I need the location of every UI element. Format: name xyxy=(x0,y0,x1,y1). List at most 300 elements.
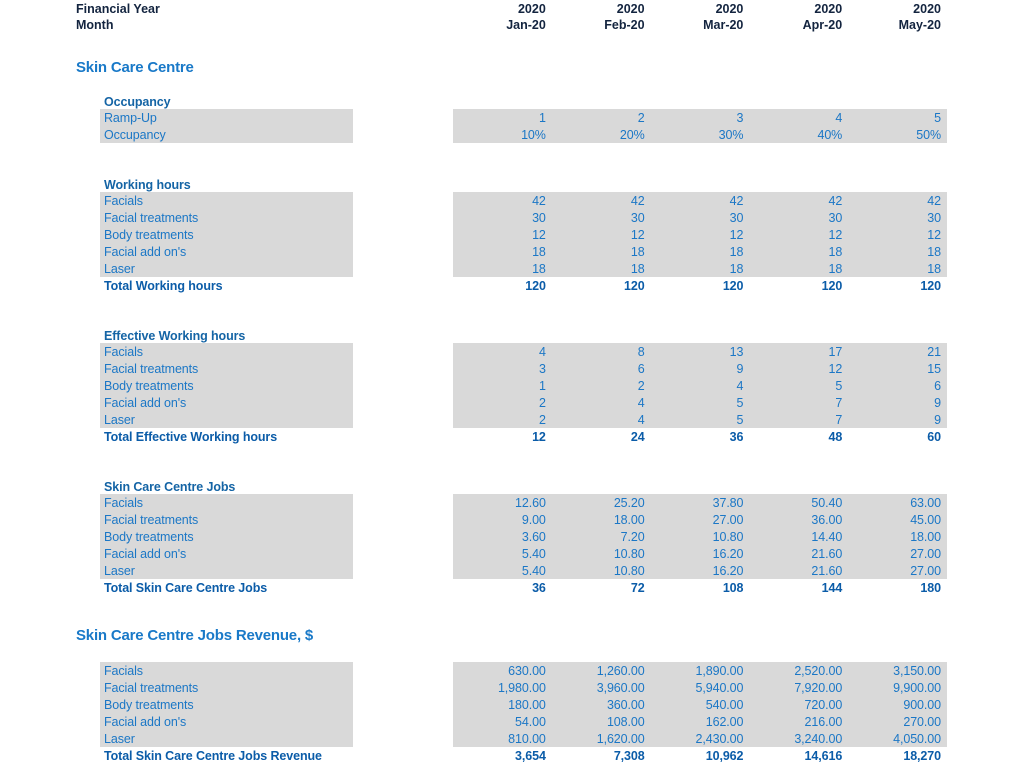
spacer xyxy=(0,294,1034,324)
cell-value: 180 xyxy=(920,580,941,595)
value-cell xyxy=(749,209,848,226)
cell-value: 16.20 xyxy=(712,546,744,561)
value-cell xyxy=(848,579,947,596)
spacer xyxy=(0,445,1034,475)
cell-value: 2,430.00 xyxy=(695,731,744,746)
value-cell xyxy=(848,747,947,764)
cell-value: 30 xyxy=(532,210,546,225)
row-indent xyxy=(0,209,100,226)
row-indent xyxy=(0,428,100,445)
table-row xyxy=(0,377,1034,394)
sections-container xyxy=(0,90,1034,614)
cell-value: 12 xyxy=(927,227,941,242)
cell-value: 18 xyxy=(630,261,645,276)
cell-value: 216.00 xyxy=(804,714,843,729)
value-cell xyxy=(749,562,848,579)
table-row xyxy=(0,528,1034,545)
table-row xyxy=(0,562,1034,579)
value-cell xyxy=(749,545,848,562)
cell-value: 18 xyxy=(729,244,744,259)
value-cell xyxy=(749,730,848,747)
row-gap xyxy=(353,494,453,511)
row-indent xyxy=(0,243,100,260)
row-label-cell xyxy=(100,343,353,360)
table-row xyxy=(0,411,1034,428)
value-cell xyxy=(848,394,947,411)
cell-value: 12 xyxy=(828,361,843,376)
value-cell xyxy=(848,109,947,126)
row-indent xyxy=(0,360,100,377)
value-cell xyxy=(749,277,848,294)
cell-value: 5 xyxy=(736,412,744,427)
value-cell xyxy=(453,411,552,428)
value-cell xyxy=(651,713,750,730)
cell-value: 9,900.00 xyxy=(893,680,941,695)
value-cell xyxy=(453,394,552,411)
row-label: Total Skin Care Centre Jobs xyxy=(104,580,268,595)
row-indent xyxy=(0,662,100,679)
header-month-2: Feb-20 xyxy=(604,17,645,32)
row-gap xyxy=(353,260,453,277)
cell-value: 7.20 xyxy=(620,529,645,544)
value-cell xyxy=(552,109,651,126)
value-cell xyxy=(453,428,552,445)
section-heading xyxy=(0,324,1034,343)
column-header-block xyxy=(0,0,1034,36)
header-spacer xyxy=(0,2,453,18)
row-label: Body treatments xyxy=(104,529,194,544)
cell-value: 12 xyxy=(729,227,744,242)
row-label: Facial treatments xyxy=(104,210,199,225)
cell-value: 13 xyxy=(729,344,744,359)
row-label: Facial add on's xyxy=(104,546,187,561)
header-year-2: 2020 xyxy=(616,2,645,16)
cell-value: 9 xyxy=(934,395,941,410)
row-indent xyxy=(0,713,100,730)
value-cell xyxy=(848,126,947,143)
row-indent xyxy=(0,277,100,294)
cell-value: 10% xyxy=(521,127,546,142)
value-cell xyxy=(848,528,947,545)
value-cell xyxy=(848,209,947,226)
header-month-4: Apr-20 xyxy=(802,17,843,32)
section-heading xyxy=(0,90,1034,109)
value-cell xyxy=(651,662,750,679)
row-indent xyxy=(0,494,100,511)
row-label-cell xyxy=(100,730,353,747)
row-gap xyxy=(353,394,453,411)
cell-value: 10,962 xyxy=(705,748,744,763)
cell-value: 30 xyxy=(630,210,645,225)
value-cell xyxy=(552,428,651,445)
value-cell xyxy=(651,494,750,511)
value-cell xyxy=(651,209,750,226)
header-label-financial-year: Financial Year xyxy=(76,2,160,16)
header-year-3: 2020 xyxy=(715,2,744,16)
value-cell xyxy=(651,109,750,126)
row-indent xyxy=(0,226,100,243)
cell-value: 5 xyxy=(736,395,744,410)
cell-value: 21 xyxy=(927,344,941,359)
value-cell xyxy=(453,277,552,294)
cell-value: 27.00 xyxy=(712,512,744,527)
total-row xyxy=(0,277,1034,294)
row-indent xyxy=(0,511,100,528)
cell-value: 18 xyxy=(729,261,744,276)
row-label: Total Skin Care Centre Jobs Revenue xyxy=(104,748,322,763)
value-cell xyxy=(848,226,947,243)
value-cell xyxy=(552,192,651,209)
header-year-5: 2020 xyxy=(913,2,941,16)
section-heading-text: Working hours xyxy=(104,178,191,192)
value-cell xyxy=(552,528,651,545)
cell-value: 3.60 xyxy=(521,529,546,544)
value-cell xyxy=(749,713,848,730)
value-cell xyxy=(749,511,848,528)
value-cell xyxy=(848,411,947,428)
cell-value: 2 xyxy=(538,412,546,427)
row-label-cell xyxy=(100,579,353,596)
section-heading xyxy=(0,475,1034,494)
cell-value: 5 xyxy=(934,110,941,125)
table-row xyxy=(0,192,1034,209)
row-label: Body treatments xyxy=(104,378,194,393)
row-label: Facials xyxy=(104,344,143,359)
cell-value: 108.00 xyxy=(606,714,645,729)
table-row xyxy=(0,343,1034,360)
row-gap xyxy=(353,277,453,294)
cell-value: 18.00 xyxy=(910,529,941,544)
cell-value: 3,150.00 xyxy=(893,663,941,678)
value-cell xyxy=(651,679,750,696)
cell-value: 2 xyxy=(637,378,645,393)
value-cell xyxy=(651,226,750,243)
row-gap xyxy=(353,545,453,562)
value-cell xyxy=(651,428,750,445)
value-cell xyxy=(552,377,651,394)
value-cell xyxy=(552,747,651,764)
cell-value: 36 xyxy=(532,580,546,595)
row-gap xyxy=(353,360,453,377)
row-label-cell xyxy=(100,360,353,377)
row-indent xyxy=(0,545,100,562)
value-cell xyxy=(453,360,552,377)
cell-value: 54.00 xyxy=(515,714,546,729)
cell-value: 12.60 xyxy=(515,495,546,510)
cell-value: 16.20 xyxy=(712,563,744,578)
row-label: Laser xyxy=(104,563,135,578)
cell-value: 10.80 xyxy=(613,563,645,578)
table-row xyxy=(0,360,1034,377)
cell-value: 108 xyxy=(722,580,744,595)
cell-value: 1 xyxy=(538,378,546,393)
value-cell xyxy=(552,662,651,679)
header-year-4: 2020 xyxy=(814,2,843,16)
row-gap xyxy=(353,747,453,764)
revenue-title-text: Skin Care Centre Jobs Revenue, $ xyxy=(76,626,314,644)
value-cell xyxy=(552,579,651,596)
value-cell xyxy=(552,243,651,260)
value-cell xyxy=(552,545,651,562)
value-cell xyxy=(848,428,947,445)
value-cell xyxy=(651,545,750,562)
row-label: Laser xyxy=(104,731,135,746)
row-indent xyxy=(0,696,100,713)
row-label-cell xyxy=(100,679,353,696)
cell-value: 120 xyxy=(624,278,645,293)
row-gap xyxy=(353,662,453,679)
cell-value: 120 xyxy=(525,278,546,293)
value-cell xyxy=(651,260,750,277)
value-cell xyxy=(552,126,651,143)
value-cell xyxy=(749,579,848,596)
row-label-cell xyxy=(100,192,353,209)
cell-value: 36 xyxy=(729,429,744,444)
value-cell xyxy=(552,260,651,277)
value-cell xyxy=(453,713,552,730)
spacer xyxy=(0,596,1034,614)
cell-value: 10.80 xyxy=(613,546,645,561)
table-row xyxy=(0,394,1034,411)
value-cell xyxy=(651,696,750,713)
row-indent xyxy=(0,562,100,579)
value-cell xyxy=(749,428,848,445)
row-label-cell xyxy=(100,696,353,713)
row-label: Facial add on's xyxy=(104,714,187,729)
cell-value: 3,960.00 xyxy=(596,680,645,695)
cell-value: 720.00 xyxy=(804,697,843,712)
row-label: Occupancy xyxy=(104,127,166,142)
row-label-cell xyxy=(100,209,353,226)
value-cell xyxy=(552,394,651,411)
row-label-cell xyxy=(100,411,353,428)
value-cell xyxy=(749,494,848,511)
value-cell xyxy=(651,747,750,764)
row-label: Facial treatments xyxy=(104,512,199,527)
cell-value: 4 xyxy=(637,412,645,427)
value-cell xyxy=(848,260,947,277)
value-cell xyxy=(651,343,750,360)
value-cell xyxy=(552,343,651,360)
row-gap xyxy=(353,411,453,428)
value-cell xyxy=(848,360,947,377)
cell-value: 18,270 xyxy=(903,748,941,763)
cell-value: 45.00 xyxy=(910,512,941,527)
row-label-cell xyxy=(100,126,353,143)
value-cell xyxy=(453,192,552,209)
cell-value: 4 xyxy=(736,378,744,393)
value-cell xyxy=(453,377,552,394)
value-cell xyxy=(749,377,848,394)
value-cell xyxy=(848,545,947,562)
page-title-text: Skin Care Centre xyxy=(76,58,194,76)
cell-value: 162.00 xyxy=(705,714,744,729)
value-cell xyxy=(552,277,651,294)
row-label-cell xyxy=(100,662,353,679)
value-cell xyxy=(749,360,848,377)
cell-value: 18 xyxy=(828,244,843,259)
cell-value: 7 xyxy=(835,395,843,410)
value-cell xyxy=(453,730,552,747)
value-cell xyxy=(552,511,651,528)
table-row xyxy=(0,126,1034,143)
value-cell xyxy=(749,696,848,713)
header-label-month: Month xyxy=(76,17,114,32)
row-label-cell xyxy=(100,277,353,294)
cell-value: 18 xyxy=(828,261,843,276)
cell-value: 42 xyxy=(630,193,645,208)
value-cell xyxy=(651,277,750,294)
cell-value: 18 xyxy=(532,261,546,276)
row-label-cell xyxy=(100,243,353,260)
cell-value: 8 xyxy=(637,344,645,359)
cell-value: 120 xyxy=(722,278,744,293)
row-indent xyxy=(0,747,100,764)
cell-value: 3,654 xyxy=(515,748,546,763)
cell-value: 540.00 xyxy=(705,697,744,712)
row-label: Facials xyxy=(104,495,143,510)
value-cell xyxy=(749,411,848,428)
cell-value: 4 xyxy=(637,395,645,410)
cell-value: 60 xyxy=(927,429,941,444)
row-gap xyxy=(353,343,453,360)
value-cell xyxy=(552,679,651,696)
cell-value: 42 xyxy=(927,193,941,208)
value-cell xyxy=(552,209,651,226)
header-year-row xyxy=(0,2,1034,18)
value-cell xyxy=(552,411,651,428)
value-cell xyxy=(453,747,552,764)
value-cell xyxy=(749,747,848,764)
table-row xyxy=(0,730,1034,747)
row-label: Laser xyxy=(104,261,135,276)
row-label-cell xyxy=(100,528,353,545)
value-cell xyxy=(848,662,947,679)
cell-value: 72 xyxy=(630,580,645,595)
table-row xyxy=(0,545,1034,562)
row-label: Facial add on's xyxy=(104,395,187,410)
value-cell xyxy=(749,192,848,209)
cell-value: 30 xyxy=(927,210,941,225)
value-cell xyxy=(453,126,552,143)
value-cell xyxy=(552,494,651,511)
cell-value: 14.40 xyxy=(811,529,843,544)
header-month-3: Mar-20 xyxy=(703,17,744,32)
value-cell xyxy=(749,679,848,696)
cell-value: 5.40 xyxy=(521,563,546,578)
value-cell xyxy=(453,494,552,511)
value-cell xyxy=(848,511,947,528)
value-cell xyxy=(552,562,651,579)
row-indent xyxy=(0,411,100,428)
cell-value: 12 xyxy=(532,227,546,242)
cell-value: 7,308 xyxy=(613,748,645,763)
total-row xyxy=(0,428,1034,445)
cell-value: 30 xyxy=(729,210,744,225)
row-label-cell xyxy=(100,747,353,764)
row-label-cell xyxy=(100,377,353,394)
cell-value: 21.60 xyxy=(811,563,843,578)
row-gap xyxy=(353,226,453,243)
value-cell xyxy=(651,730,750,747)
section-heading-text: Skin Care Centre Jobs xyxy=(104,480,236,494)
cell-value: 36.00 xyxy=(811,512,843,527)
cell-value: 2 xyxy=(538,395,546,410)
revenue-title xyxy=(0,620,1034,650)
row-gap xyxy=(353,562,453,579)
table-row xyxy=(0,109,1034,126)
value-cell xyxy=(651,562,750,579)
value-cell xyxy=(848,192,947,209)
value-cell xyxy=(453,679,552,696)
value-cell xyxy=(848,696,947,713)
row-indent xyxy=(0,260,100,277)
row-label: Body treatments xyxy=(104,227,194,242)
cell-value: 42 xyxy=(532,193,546,208)
value-cell xyxy=(453,562,552,579)
row-label-cell xyxy=(100,109,353,126)
cell-value: 4 xyxy=(835,110,843,125)
row-label: Facial treatments xyxy=(104,361,199,376)
value-cell xyxy=(848,730,947,747)
row-gap xyxy=(353,209,453,226)
cell-value: 1,980.00 xyxy=(497,680,546,695)
cell-value: 27.00 xyxy=(910,546,941,561)
cell-value: 30% xyxy=(718,127,744,142)
table-row xyxy=(0,679,1034,696)
row-label: Laser xyxy=(104,412,135,427)
value-cell xyxy=(749,528,848,545)
cell-value: 21.60 xyxy=(811,546,843,561)
value-cell xyxy=(749,343,848,360)
total-row xyxy=(0,747,1034,764)
cell-value: 9 xyxy=(934,412,941,427)
cell-value: 630.00 xyxy=(508,663,546,678)
cell-value: 9 xyxy=(736,361,744,376)
value-cell xyxy=(651,511,750,528)
cell-value: 1,260.00 xyxy=(596,663,645,678)
cell-value: 1 xyxy=(538,110,546,125)
value-cell xyxy=(552,713,651,730)
row-label-cell xyxy=(100,226,353,243)
row-label: Facials xyxy=(104,193,143,208)
cell-value: 180.00 xyxy=(508,697,546,712)
cell-value: 270.00 xyxy=(903,714,941,729)
value-cell xyxy=(453,260,552,277)
header-month-row xyxy=(0,18,1034,34)
cell-value: 9.00 xyxy=(521,512,546,527)
row-label: Ramp-Up xyxy=(104,110,157,125)
value-cell xyxy=(749,394,848,411)
cell-value: 20% xyxy=(619,127,645,142)
row-indent xyxy=(0,126,100,143)
row-label: Facials xyxy=(104,663,143,678)
cell-value: 42 xyxy=(729,193,744,208)
cell-value: 5 xyxy=(835,378,843,393)
page-title xyxy=(0,52,1034,82)
cell-value: 120 xyxy=(821,278,843,293)
cell-value: 3,240.00 xyxy=(794,731,843,746)
value-cell xyxy=(651,411,750,428)
header-month-1: Jan-20 xyxy=(506,17,546,32)
row-indent xyxy=(0,109,100,126)
value-cell xyxy=(552,696,651,713)
value-cell xyxy=(651,377,750,394)
cell-value: 7,920.00 xyxy=(794,680,843,695)
value-cell xyxy=(453,511,552,528)
cell-value: 50.40 xyxy=(811,495,843,510)
cell-value: 14,616 xyxy=(804,748,843,763)
